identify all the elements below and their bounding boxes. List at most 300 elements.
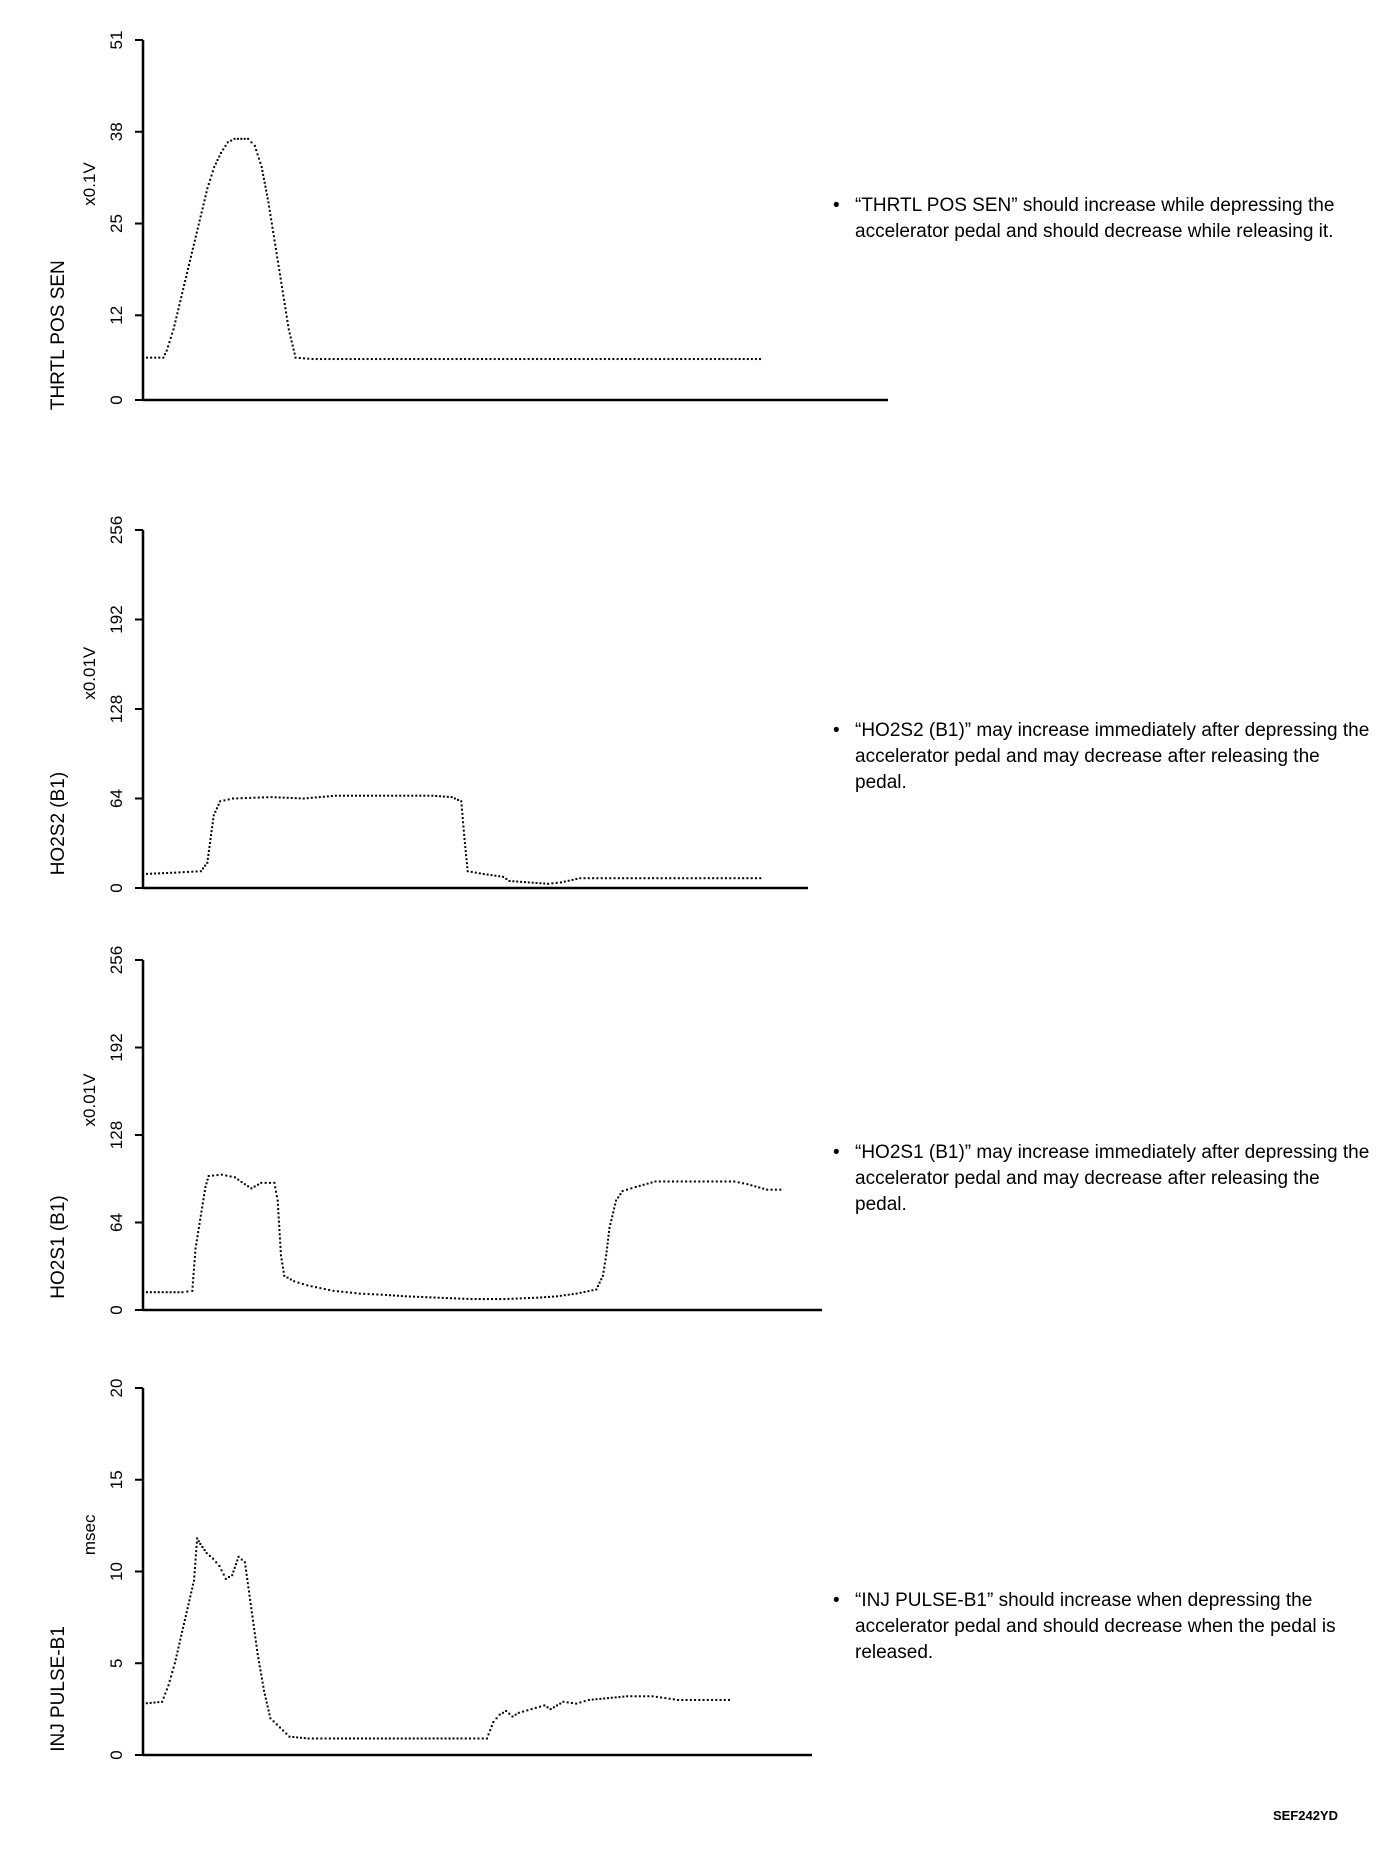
data-point [247,1582,249,1584]
data-point [173,328,175,330]
data-point [434,358,436,360]
data-point [728,1699,730,1701]
data-point [634,358,636,360]
data-point [520,881,522,883]
data-point [635,1695,637,1697]
data-point [276,1723,278,1725]
data-point [505,878,507,880]
data-point [549,358,551,360]
data-point [289,1736,291,1738]
data-point [388,358,390,360]
data-point [297,1282,299,1284]
data-point [715,1699,717,1701]
data-point [572,1293,574,1295]
data-point [742,877,744,879]
data-point [584,1700,586,1702]
data-point [571,1702,573,1704]
data-point [477,358,479,360]
data-point [287,324,289,326]
data-point [258,797,260,799]
data-point [434,1297,436,1299]
data-point [489,358,491,360]
bullet-icon: • [833,195,840,216]
data-point [453,1737,455,1739]
data-point [463,834,465,836]
data-point [680,358,682,360]
data-point [215,163,217,165]
data-point [218,155,220,157]
data-point [142,1703,144,1705]
data-point [441,1737,443,1739]
data-point [195,1247,197,1249]
data-point [466,858,468,860]
data-point [485,358,487,360]
data-point [279,796,281,798]
data-point [341,358,343,360]
data-point [583,358,585,360]
data-point [531,1708,533,1710]
data-point [294,353,296,355]
data-point [194,1252,196,1254]
data-point [595,358,597,360]
data-point [644,877,646,879]
data-point [202,1202,204,1204]
data-point [278,1225,280,1227]
data-point [213,166,215,168]
data-point [173,1667,175,1669]
data-point [464,358,466,360]
data-point [663,1180,665,1182]
data-point [196,1537,198,1539]
data-point [619,1193,621,1195]
data-point [274,239,276,241]
data-point [276,256,278,258]
data-point [473,1737,475,1739]
data-point [208,850,210,852]
data-point [720,1699,722,1701]
data-point [516,881,518,883]
data-point [162,1291,164,1293]
data-point [615,1200,617,1202]
data-point [491,1725,493,1727]
data-point [567,1701,569,1703]
data-point [464,838,466,840]
data-point [512,1298,514,1300]
data-point [556,882,558,884]
data-point [206,187,208,189]
data-point [261,1678,263,1680]
data-point [142,1291,144,1293]
data-point [359,1293,361,1295]
data-point [180,296,182,298]
data-point [170,1291,172,1293]
data-point [471,1298,473,1300]
data-point [194,1260,196,1262]
y-tick-label: 51 [107,30,126,50]
data-point [612,1211,614,1213]
data-point [262,1686,264,1688]
data-point [738,1181,740,1183]
data-point [221,1569,223,1571]
data-point [630,1187,632,1189]
data-point [261,170,263,172]
data-point [726,358,728,360]
y-tick-label: 0 [107,883,126,893]
data-point [381,1737,383,1739]
data-point [197,1235,199,1237]
data-point [673,1698,675,1700]
data-point [208,1175,210,1177]
data-point [257,1657,259,1659]
data-point [502,1712,504,1714]
data-point [445,1737,447,1739]
data-point [192,1584,194,1586]
data-point [264,186,266,188]
data-point [446,1297,448,1299]
data-point [221,1174,223,1176]
data-point [261,166,263,168]
data-point [639,1695,641,1697]
data-point [273,1720,275,1722]
data-point [275,796,277,798]
data-point [198,1227,200,1229]
data-point [660,1697,662,1699]
data-point [279,1237,281,1239]
data-point [308,1737,310,1739]
data-point [350,1292,352,1294]
data-point [199,1223,201,1225]
data-point [192,248,194,250]
y-tick-label: 0 [107,395,126,405]
data-point [275,1191,277,1193]
data-point [237,138,239,140]
data-point [292,1736,294,1738]
data-point [587,358,589,360]
data-point [269,214,271,216]
data-point [604,358,606,360]
data-point [502,876,504,878]
data-point [647,1695,649,1697]
data-point [491,874,493,876]
data-point [178,304,180,306]
data-point [254,1636,256,1638]
data-point [244,1565,246,1567]
data-point [379,795,381,797]
data-point [710,358,712,360]
data-point [343,795,345,797]
data-point [544,1296,546,1298]
data-point [253,797,255,799]
data-point [456,358,458,360]
data-point [268,1709,270,1711]
data-point [595,1288,597,1290]
data-point [629,358,631,360]
data-point [667,358,669,360]
data-point [379,358,381,360]
data-point [236,797,238,799]
data-point [264,1694,266,1696]
data-point [306,1284,308,1286]
data-point [720,1180,722,1182]
data-point [191,1588,193,1590]
data-point [191,1290,193,1292]
data-point [738,877,740,879]
data-point [609,1223,611,1225]
data-point [177,1650,179,1652]
data-point [422,358,424,360]
data-point [337,1290,339,1292]
data-point [686,877,688,879]
data-point [547,883,549,885]
data-point [711,1699,713,1701]
data-point [437,1737,439,1739]
data-point [498,875,500,877]
data-point [762,1188,764,1190]
data-point [280,282,282,284]
data-point [291,341,293,343]
data-point [735,358,737,360]
data-point [576,1293,578,1295]
data-point [162,357,164,359]
data-point [724,1699,726,1701]
data-point [255,149,257,151]
data-point [195,1243,197,1245]
data-point [651,358,653,360]
data-point [296,1736,298,1738]
data-point [195,1554,197,1556]
data-point [389,1294,391,1296]
data-point [621,358,623,360]
data-point [532,882,534,884]
data-point [295,357,297,359]
data-point [647,1183,649,1185]
data-point [575,878,577,880]
data-point [457,799,459,801]
data-point [560,881,562,883]
data-point [467,870,469,872]
data-point [626,1189,628,1191]
data-point [215,1561,217,1563]
data-point [341,1291,343,1293]
data-point [256,1645,258,1647]
data-point [451,358,453,360]
data-point [184,1619,186,1621]
data-point [397,1295,399,1297]
data-point [230,1175,232,1177]
data-point [729,877,731,879]
data-point [150,873,152,875]
data-point [196,1542,198,1544]
data-point [357,1737,359,1739]
data-point [246,1578,248,1580]
data-point [203,203,205,205]
data-point [405,358,407,360]
data-point [699,877,701,879]
data-point [522,1711,524,1713]
data-point [186,1611,188,1613]
data-point [528,881,530,883]
data-point [556,1295,558,1297]
y-axis-unit: x0.01V [80,646,99,700]
data-point [711,1180,713,1182]
data-point [231,1574,233,1576]
data-point [435,795,437,797]
data-point [656,1696,658,1698]
data-point [691,877,693,879]
data-point [482,1737,484,1739]
note-inj-pulse-text: “INJ PULSE-B1” should increase when depressing the accelerator pedal and should decrease when the pedal is released. [855,1590,1336,1663]
data-point [166,1291,168,1293]
data-point [376,1294,378,1296]
data-point [191,252,193,254]
data-point [185,276,187,278]
y-axis-title: THRTL POS SEN [48,260,69,411]
data-point [262,174,264,176]
data-point [292,345,294,347]
data-point [303,357,305,359]
data-point [409,1295,411,1297]
data-point [427,795,429,797]
data-point [164,353,166,355]
data-point [333,1290,335,1292]
data-point [319,796,321,798]
data-point [566,358,568,360]
data-point [750,1184,752,1186]
data-point [244,1183,246,1185]
data-point [690,1180,692,1182]
data-point [193,1575,195,1577]
y-tick-label: 10 [107,1562,126,1581]
data-point [163,1697,165,1699]
data-point [574,358,576,360]
data-point [603,1697,605,1699]
data-point [733,1180,735,1182]
data-point [548,1296,550,1298]
data-point [206,1552,208,1554]
data-point [458,1298,460,1300]
data-point [622,1696,624,1698]
data-point [405,1295,407,1297]
data-point [323,796,325,798]
data-point [689,358,691,360]
data-point [373,1737,375,1739]
data-point [250,141,252,143]
data-point [518,1712,520,1714]
data-point [196,1546,198,1548]
data-point [150,1291,152,1293]
data-point [605,1254,607,1256]
data-point [286,320,288,322]
data-point [686,1699,688,1701]
data-point [251,1616,253,1618]
data-point [183,871,185,873]
data-point [532,1297,534,1299]
data-point [272,231,274,233]
data-point [187,268,189,270]
bullet-icon: • [833,720,840,741]
data-point [751,877,753,879]
data-point [158,1291,160,1293]
data-point [280,1254,282,1256]
data-point [387,795,389,797]
data-point [250,1603,252,1605]
data-point [244,138,246,140]
data-point [203,1194,205,1196]
data-point [190,256,192,258]
y-tick-label: 128 [107,1120,126,1150]
note-inj-pulse [833,1588,1375,1666]
data-point [188,264,190,266]
data-point [401,1737,403,1739]
data-point [498,358,500,360]
data-point [273,235,275,237]
data-point [290,1278,292,1280]
data-point [278,269,280,271]
data-point [539,882,541,884]
data-point [170,872,172,874]
y-tick-label: 256 [107,515,126,545]
data-point [263,178,265,180]
data-point [209,842,211,844]
data-point [347,795,349,797]
data-point [178,871,180,873]
data-point [600,1278,602,1280]
data-point [232,798,234,800]
data-point [779,1189,781,1191]
data-point [258,1661,260,1663]
data-point [346,1291,348,1293]
data-point [210,838,212,840]
data-point [169,1680,171,1682]
data-point [462,817,464,819]
data-point [489,1729,491,1731]
data-point [249,797,251,799]
data-point [494,875,496,877]
data-point [617,1196,619,1198]
bullet-icon: • [833,1590,840,1611]
data-point [553,358,555,360]
data-point [506,358,508,360]
data-point [429,1296,431,1298]
data-point [268,1713,270,1715]
data-point [443,796,445,798]
data-point [708,877,710,879]
data-point [277,1212,279,1214]
data-point [193,1264,195,1266]
data-point [266,194,268,196]
data-point [540,358,542,360]
data-point [181,1291,183,1293]
data-point [502,358,504,360]
data-point [605,1258,607,1260]
data-point [363,1293,365,1295]
data-point [201,1546,203,1548]
data-point [279,1233,281,1235]
data-point [337,358,339,360]
data-point [262,796,264,798]
data-point [182,288,184,290]
data-point [608,1227,610,1229]
data-point [248,1591,250,1593]
data-point [158,872,160,874]
data-point [173,324,175,326]
data-point [365,1737,367,1739]
data-point [742,1182,744,1184]
data-point [211,830,213,832]
data-point [200,1215,202,1217]
data-point [302,1283,304,1285]
data-point [368,1293,370,1295]
